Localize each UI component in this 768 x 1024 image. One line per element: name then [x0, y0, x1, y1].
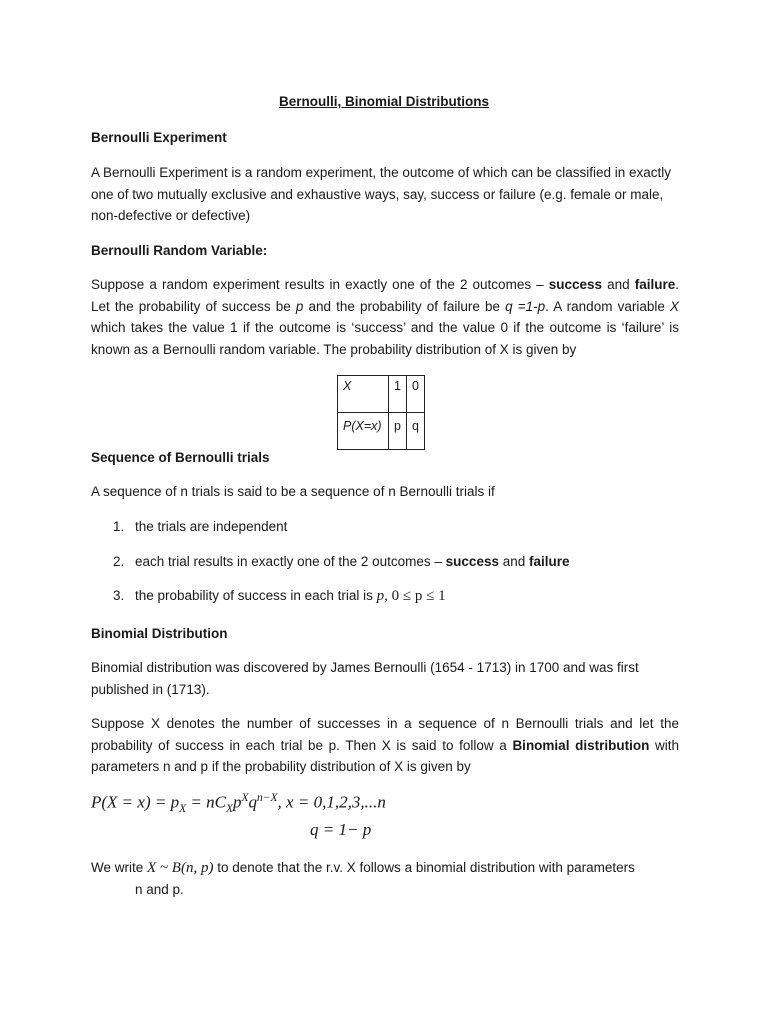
table-cell: X	[338, 376, 389, 413]
para-bernoulli-experiment: A Bernoulli Experiment is a random experiment, the outcome of which can be classified in exactly one of two mutually exclusive and exhaustive ways, say, success or failure (e.g. female or male, non-defective or defective)	[91, 165, 672, 223]
list-item: 1. the trials are independent	[113, 519, 288, 534]
para-bernoulli-rv: Suppose a random experiment results in exactly one of the 2 outcomes – success and failure. Let the probability of success be p and the probability of failure be q =1-p. A random variable X which takes the value 1 if the outcome is ‘success’ and the value 0 if the outcome is ‘failure’ is known as a Bernoulli random variable. The probability distribution of X is given by	[91, 277, 680, 357]
table-cell: 0	[406, 376, 424, 413]
q-definition-formula: q = 1− p	[310, 820, 372, 839]
table-row	[338, 376, 425, 413]
table-row	[338, 413, 425, 450]
para-notation: We write X ~ B(n, p) to denote that the r.v. X follows a binomial distribution with parameters	[91, 860, 635, 876]
table-cell: p	[389, 413, 407, 450]
heading-bernoulli-rv: Bernoulli Random Variable:	[91, 243, 268, 258]
binomial-pmf-formula: $P(X = x) = p_X = nC_Xp^Xq^{n-X}$, x = 0,1,2,3,...n	[91, 792, 386, 816]
para-binomial-history: Binomial distribution was discovered by James Bernoulli (1654 - 1713) in 1700 and was first published in (1713).	[91, 660, 639, 697]
table-cell: 1	[389, 376, 407, 413]
list-item: 3. the probability of success in each trial is p, 0 ≤ p ≤ 1	[113, 588, 446, 604]
para-binomial-definition: Suppose X denotes the number of successes in a sequence of n Bernoulli trials and let the probability of success in each trial be p. Then X is said to follow a Binomial distribution with parameters n and p if the probability distribution of X is given by	[91, 716, 679, 774]
table-cell: q	[406, 413, 424, 450]
heading-bernoulli-experiment: Bernoulli Experiment	[91, 130, 227, 145]
bernoulli-distribution-table	[337, 375, 425, 450]
page-title: Bernoulli, Binomial Distributions	[278, 94, 489, 109]
para-sequence-intro: A sequence of n trials is said to be a sequence of n Bernoulli trials if	[91, 484, 495, 499]
heading-binomial: Binomial Distribution	[91, 626, 228, 641]
para-notation-cont: n and p.	[135, 882, 184, 897]
heading-sequence-trials: Sequence of Bernoulli trials	[91, 450, 270, 465]
table-cell: P(X=x)	[338, 413, 389, 450]
list-item: 2. each trial results in exactly one of the 2 outcomes – success and failure	[113, 554, 570, 569]
